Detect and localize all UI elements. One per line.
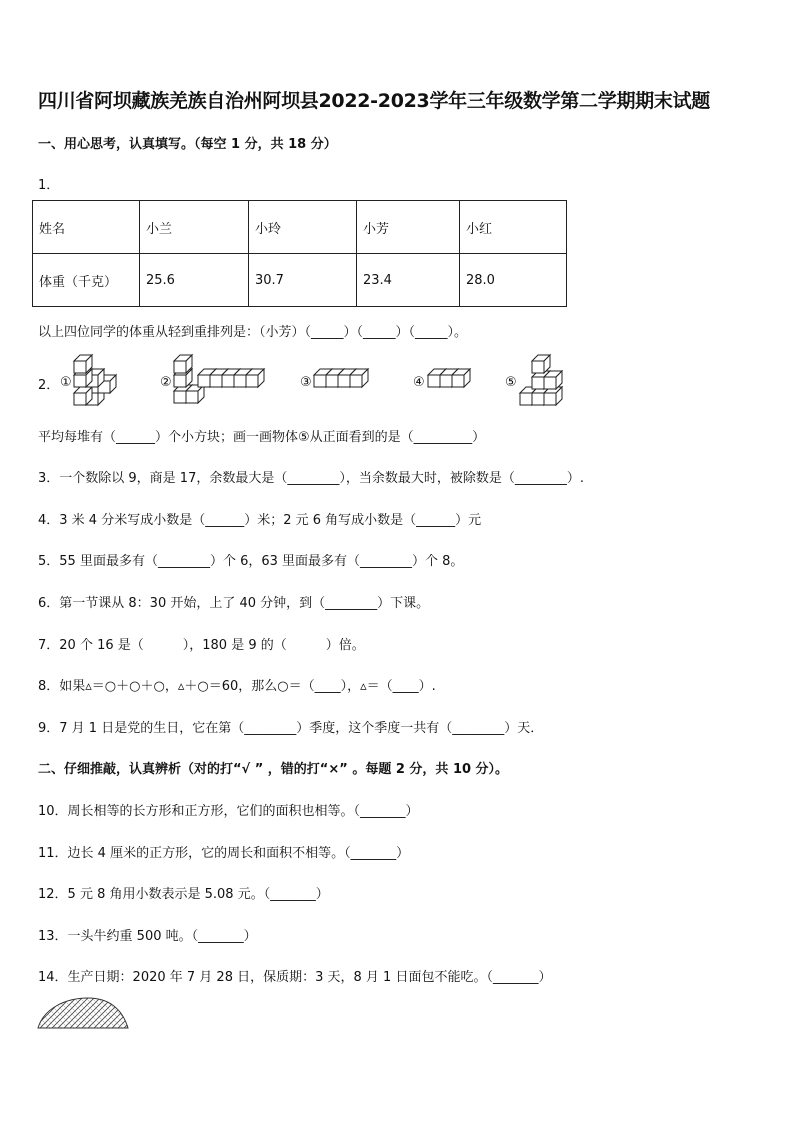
cube-figure-1 (74, 355, 116, 405)
question-14: 14．生产日期：2020 年 7 月 28 日，保质期：3 天，8 月 1 日面包不能吃。（_______） (38, 970, 552, 985)
question-5: 5．55 里面最多有（________）个 6，63 里面最多有（________）个 8。 (38, 554, 464, 569)
table-cell: 28.0 (460, 254, 567, 307)
question-12: 12．5 元 8 角用小数表示是 5.08 元。（_______） (38, 887, 329, 902)
cube-figures (0, 345, 794, 415)
question-2-number: 2． (38, 378, 60, 393)
table-cell: 姓名 (33, 201, 140, 254)
figure-label-5: ⑤ (505, 375, 517, 390)
question-2-text: 平均每堆有（______）个小方块；画一画物体⑤从正面看到的是（_________） (38, 430, 486, 445)
decorative-pattern-image (36, 996, 130, 1036)
question-1-text: 以上四位同学的体重从轻到重排列是：（小芳）（_____）（_____）（_____）。 (38, 325, 468, 340)
question-1-number: 1． (38, 178, 60, 193)
figure-label-1: ① (60, 375, 72, 390)
figure-label-3: ③ (300, 375, 312, 390)
cube-figure-2 (174, 355, 264, 403)
weight-table (32, 200, 567, 307)
table-cell: 小玲 (249, 201, 357, 254)
table-cell: 小红 (460, 201, 567, 254)
figure-label-2: ② (160, 375, 172, 390)
table-row (33, 254, 567, 307)
question-8: 8．如果▵＝○＋○＋○，▵＋○＝60，那么○＝（____），▵＝（____）. (38, 679, 436, 694)
figure-label-4: ④ (413, 375, 425, 390)
question-7: 7．20 个 16 是（ ），180 是 9 的（ ）倍。 (38, 638, 365, 653)
section-2-heading: 二、仔细推敲，认真辨析（对的打“√ ” ，错的打“×” 。每题 2 分，共 10 分）。 (38, 762, 509, 777)
question-4: 4．3 米 4 分米写成小数是（______）米；2 元 6 角写成小数是（______）元 (38, 513, 482, 528)
question-13: 13．一头牛约重 500 吨。（_______） (38, 929, 257, 944)
table-cell: 小兰 (140, 201, 249, 254)
page-title: 四川省阿坝藏族羌族自治州阿坝县2022-2023学年三年级数学第二学期期末试题 (38, 90, 710, 112)
table-cell: 30.7 (249, 254, 357, 307)
table-cell: 小芳 (357, 201, 460, 254)
cube-figure-5 (520, 355, 562, 405)
question-11: 11．边长 4 厘米的正方形，它的周长和面积不相等。（_______） (38, 846, 410, 861)
question-9: 9．7 月 1 日是党的生日，它在第（________）季度，这个季度一共有（________）天． (38, 721, 544, 736)
question-3: 3．一个数除以 9，商是 17，余数最大是（________），当余数最大时，被除数是（________）. (38, 471, 584, 486)
question-6: 6．第一节课从 8：30 开始，上了 40 分钟，到（________）下课。 (38, 596, 430, 611)
table-cell: 23.4 (357, 254, 460, 307)
question-10: 10．周长相等的长方形和正方形，它们的面积也相等。（_______） (38, 804, 419, 819)
table-row (33, 201, 567, 254)
table-cell: 25.6 (140, 254, 249, 307)
section-1-heading: 一、用心思考，认真填写。（每空 1 分，共 18 分） (38, 137, 337, 152)
table-cell: 体重（千克） (33, 254, 140, 307)
cube-figure-3 (314, 369, 368, 387)
cube-figure-4 (428, 369, 470, 387)
